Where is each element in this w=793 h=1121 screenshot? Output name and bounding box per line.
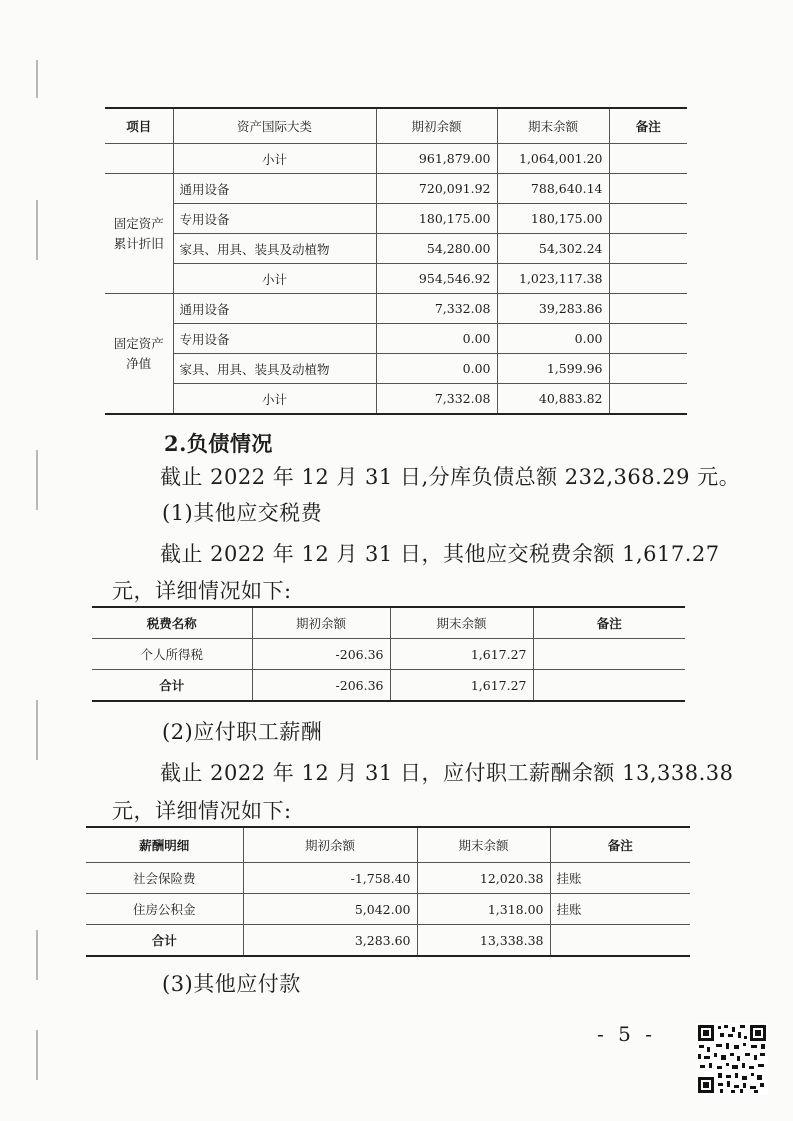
- note-cell: [550, 925, 690, 957]
- header-begin-balance: 期初余额: [252, 607, 390, 639]
- tax-name: 个人所得税: [92, 639, 252, 670]
- asset-table: [105, 107, 687, 415]
- header-end-balance: 期末余额: [390, 607, 533, 639]
- category-cell: 家具、用具、装具及动植物: [173, 234, 376, 264]
- total-label: 合计: [92, 670, 252, 702]
- end-value: 1,599.96: [497, 354, 609, 384]
- note-cell: 挂账: [550, 894, 690, 925]
- begin-value: 0.00: [376, 324, 497, 354]
- category-cell: 专用设备: [173, 204, 376, 234]
- begin-value: 5,042.00: [243, 894, 417, 925]
- section-heading: 2.负债情况: [164, 431, 273, 456]
- salary-text-line1: 截止 2022 年 12 月 31 日，应付职工薪酬余额 13,338.38: [160, 761, 734, 785]
- tax-text-line2: 元，详细情况如下:: [112, 579, 292, 603]
- table-row: [86, 894, 690, 925]
- end-value: 1,318.00: [417, 894, 550, 925]
- header-begin-balance: 期初余额: [243, 827, 417, 863]
- end-value: 40,883.82: [497, 384, 609, 415]
- table-header-row: [92, 607, 685, 639]
- header-note: 备注: [609, 108, 687, 144]
- end-value: 788,640.14: [497, 174, 609, 204]
- header-note: 备注: [550, 827, 690, 863]
- salary-item: 住房公积金: [86, 894, 243, 925]
- subtotal-label: 小计: [173, 384, 376, 415]
- group-cell: [105, 144, 173, 174]
- begin-value: 954,546.92: [376, 264, 497, 294]
- end-value: 39,283.86: [497, 294, 609, 324]
- begin-value: 961,879.00: [376, 144, 497, 174]
- begin-value: -206.36: [252, 670, 390, 702]
- note-cell: [609, 354, 687, 384]
- begin-value: 54,280.00: [376, 234, 497, 264]
- end-value: 13,338.38: [417, 925, 550, 957]
- table-row: [105, 324, 687, 354]
- group-label: 固定资产净值: [105, 294, 173, 415]
- note-cell: [609, 264, 687, 294]
- end-value: 1,617.27: [390, 639, 533, 670]
- table-row: [86, 863, 690, 894]
- binding-margin-line: [36, 930, 38, 980]
- salary-item: 社会保险费: [86, 863, 243, 894]
- header-note: 备注: [533, 607, 685, 639]
- table-row: [92, 670, 685, 702]
- header-item: 项目: [105, 108, 173, 144]
- table-row: [105, 354, 687, 384]
- note-cell: [609, 384, 687, 415]
- binding-margin-line: [36, 700, 38, 760]
- header-end-balance: 期末余额: [497, 108, 609, 144]
- group-label: 固定资产累计折旧: [105, 174, 173, 294]
- header-salary-detail: 薪酬明细: [86, 827, 243, 863]
- begin-value: 7,332.08: [376, 384, 497, 415]
- table-row: [105, 204, 687, 234]
- subtotal-label: 小计: [173, 144, 376, 174]
- tax-text-line1: 截止 2022 年 12 月 31 日，其他应交税费余额 1,617.27: [160, 542, 720, 566]
- table-row: [105, 234, 687, 264]
- begin-value: 180,175.00: [376, 204, 497, 234]
- table-row: [105, 264, 687, 294]
- note-cell: [609, 204, 687, 234]
- liability-summary: 截止 2022 年 12 月 31 日,分库负债总额 232,368.29 元。: [160, 465, 741, 489]
- end-value: 12,020.38: [417, 863, 550, 894]
- note-cell: [533, 639, 685, 670]
- end-value: 180,175.00: [497, 204, 609, 234]
- table-row: [105, 384, 687, 415]
- begin-value: 720,091.92: [376, 174, 497, 204]
- binding-margin-line: [36, 450, 38, 510]
- end-value: 54,302.24: [497, 234, 609, 264]
- category-cell: 家具、用具、装具及动植物: [173, 354, 376, 384]
- end-value: 1,064,001.20: [497, 144, 609, 174]
- note-cell: [609, 144, 687, 174]
- total-label: 合计: [86, 925, 243, 957]
- header-end-balance: 期末余额: [417, 827, 550, 863]
- end-value: 1,617.27: [390, 670, 533, 702]
- table-row: [105, 294, 687, 324]
- end-value: 1,023,117.38: [497, 264, 609, 294]
- category-cell: 专用设备: [173, 324, 376, 354]
- header-begin-balance: 期初余额: [376, 108, 497, 144]
- begin-value: 0.00: [376, 354, 497, 384]
- table-row: [105, 174, 687, 204]
- header-tax-name: 税费名称: [92, 607, 252, 639]
- begin-value: -1,758.40: [243, 863, 417, 894]
- note-cell: 挂账: [550, 863, 690, 894]
- note-cell: [609, 174, 687, 204]
- table-header-row: [86, 827, 690, 863]
- tax-table: [92, 606, 685, 702]
- category-cell: 通用设备: [173, 294, 376, 324]
- subsection-title-other-payables: (3)其他应付款: [162, 972, 301, 996]
- note-cell: [609, 324, 687, 354]
- begin-value: -206.36: [252, 639, 390, 670]
- binding-margin-line: [36, 1030, 38, 1080]
- note-cell: [609, 234, 687, 264]
- end-value: 0.00: [497, 324, 609, 354]
- table-header-row: [105, 108, 687, 144]
- category-cell: 通用设备: [173, 174, 376, 204]
- binding-margin-line: [36, 60, 38, 98]
- note-cell: [609, 294, 687, 324]
- begin-value: 3,283.60: [243, 925, 417, 957]
- table-row: [86, 925, 690, 957]
- table-row: [105, 144, 687, 174]
- header-asset-category: 资产国际大类: [173, 108, 376, 144]
- begin-value: 7,332.08: [376, 294, 497, 324]
- qr-code-icon: [696, 1023, 768, 1095]
- subsection-title-tax: (1)其他应交税费: [162, 501, 323, 525]
- subtotal-label: 小计: [173, 264, 376, 294]
- salary-table: [86, 826, 690, 957]
- subsection-title-salary: (2)应付职工薪酬: [162, 720, 323, 744]
- table-row: [92, 639, 685, 670]
- binding-margin-line: [36, 200, 38, 260]
- note-cell: [533, 670, 685, 702]
- salary-text-line2: 元，详细情况如下:: [112, 799, 292, 823]
- page-number: - 5 -: [597, 1022, 656, 1046]
